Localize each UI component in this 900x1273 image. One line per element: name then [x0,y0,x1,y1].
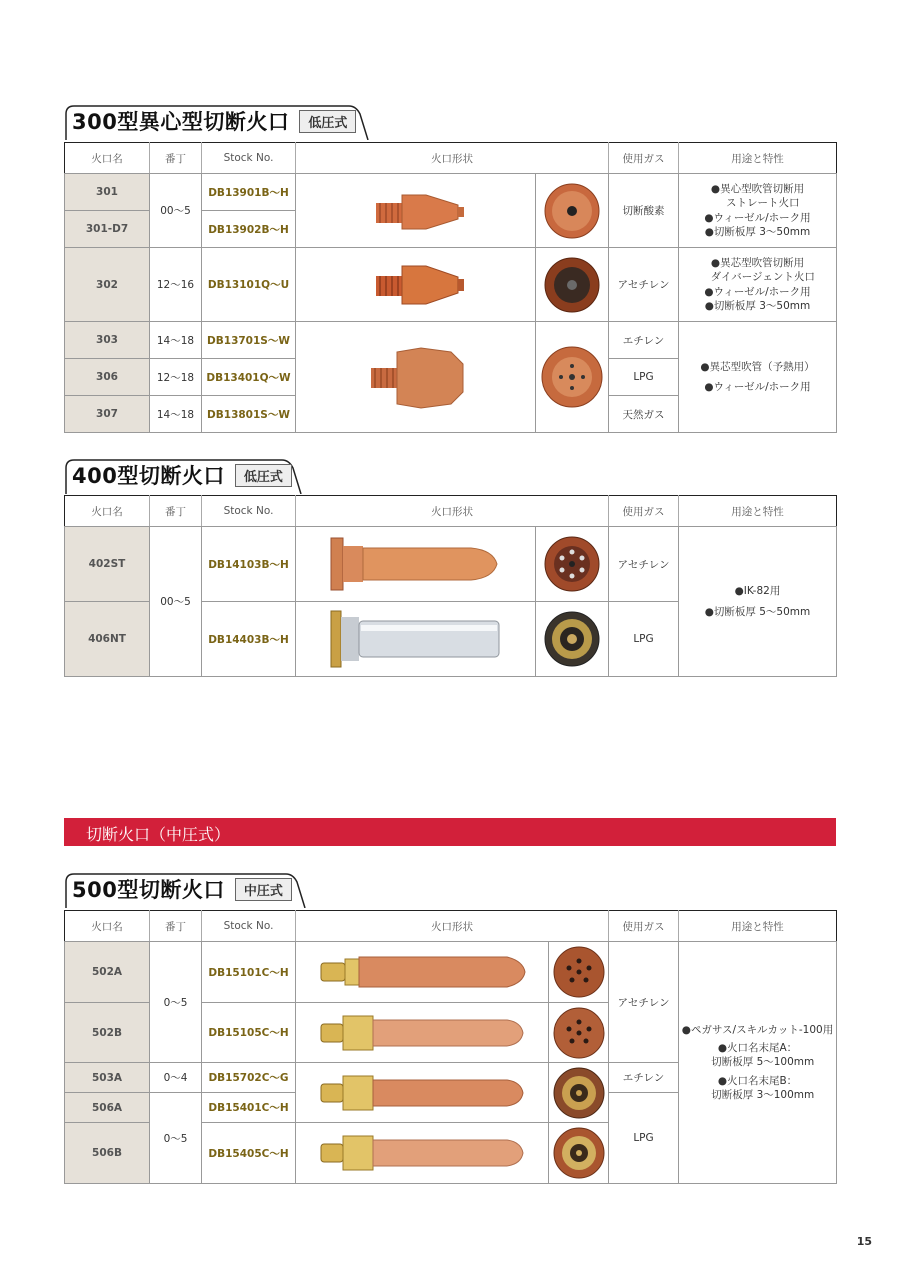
table-row-name: 307 [65,396,150,433]
tip-face-image [536,527,609,602]
tip-side-image [296,1063,549,1123]
tip-side-image [296,602,536,677]
tip-302-image [346,260,486,310]
gas-cell: LPG [609,1093,679,1184]
tip-side-image [296,942,549,1003]
stock-cell: DB13801S〜W [202,396,296,433]
section-300-title [64,104,356,138]
col-num: 番丁 [150,496,202,527]
tip-face-image [536,322,609,433]
col-num: 番丁 [150,143,202,174]
tip-301-face [542,181,602,241]
num-cell: 0〜4 [150,1063,202,1093]
num-cell: 00〜5 [150,527,202,677]
section-400-title [64,458,292,492]
col-gas: 使用ガス [609,143,679,174]
stock-cell: DB15101C〜H [202,942,296,1003]
col-stock: Stock No. [202,143,296,174]
table-row-name: 506B [65,1123,150,1184]
table-row-name: 406NT [65,602,150,677]
tip-side-image [296,322,536,433]
col-num: 番丁 [150,911,202,942]
use-cell [679,174,837,248]
stock-cell: DB14103B〜H [202,527,296,602]
gas-cell: エチレン [609,1063,679,1093]
section-400-heading: 400型切断火口 [72,464,225,488]
use-line: ●IK-82用 [734,585,781,598]
tip-face-image [549,1003,609,1063]
tip-502b-image [307,1008,537,1058]
use-cell [679,322,837,433]
col-name: 火口名 [65,911,150,942]
tip-side-image [296,1003,549,1063]
num-cell: 14〜18 [150,322,202,359]
use-line: ●切断板厚 5〜50mm [704,605,811,618]
num-cell: 0〜5 [150,1093,202,1184]
tip-503a-face [552,1066,606,1120]
col-shape: 火口形状 [296,911,609,942]
num-cell: 00〜5 [150,174,202,248]
use-line: ●ウィーゼル/ホーク用 [704,285,811,298]
page-number: 15 [856,1235,872,1248]
stock-cell: DB13701S〜W [202,322,296,359]
table-row-name: 303 [65,322,150,359]
use-line: ●火口名末尾A： [717,1042,798,1055]
tip-face-image [549,1063,609,1123]
section-300-heading: 300型異心型切断火口 [72,110,290,134]
stock-cell: DB13101Q〜U [202,248,296,322]
tip-502a-image [307,947,537,997]
section-500-badge: 中圧式 [235,878,292,901]
tip-303-image [341,344,491,410]
col-stock: Stock No. [202,496,296,527]
tip-face-image [536,174,609,248]
col-use: 用途と特性 [679,496,837,527]
tip-402st-image [321,534,511,594]
num-cell: 14〜18 [150,396,202,433]
table-row-name: 302 [65,248,150,322]
gas-cell: LPG [609,359,679,396]
tip-side-image [296,527,536,602]
table-row-name: 402ST [65,527,150,602]
stock-cell: DB15105C〜H [202,1003,296,1063]
use-line: 切断板厚 3〜100mm [700,1088,815,1101]
col-gas: 使用ガス [609,496,679,527]
tip-side-image [296,1123,549,1184]
gas-cell: 切断酸素 [609,174,679,248]
gas-cell: LPG [609,602,679,677]
stock-cell: DB15702C〜G [202,1063,296,1093]
col-shape: 火口形状 [296,496,609,527]
gas-cell: アセチレン [609,527,679,602]
stock-cell: DB14403B〜H [202,602,296,677]
tip-face-image [549,1123,609,1184]
table-row-name: 502B [65,1003,150,1063]
use-line: ストレート火口 [715,197,800,210]
col-use: 用途と特性 [679,911,837,942]
table-500 [64,910,837,1184]
table-row-name: 503A [65,1063,150,1093]
tip-side-image [296,248,536,322]
tip-506b-face [552,1126,606,1180]
use-line: ●異芯型吹管切断用 [710,257,805,270]
table-row-name: 306 [65,359,150,396]
use-cell [679,527,837,677]
use-line: ●異心型吹管切断用 [710,183,805,196]
table-300 [64,142,837,433]
gas-cell: アセチレン [609,248,679,322]
use-line: 切断板厚 5〜100mm [700,1056,815,1069]
stock-cell: DB15401C〜H [202,1093,296,1123]
table-400 [64,495,837,677]
tip-402st-face [542,534,602,594]
num-cell: 0〜5 [150,942,202,1063]
stock-cell: DB13901B〜H [202,174,296,211]
tip-face-image [549,942,609,1003]
tip-302-face [542,255,602,315]
stock-cell: DB15405C〜H [202,1123,296,1184]
use-line: ●ペガサス/スキルカット-100用 [681,1024,834,1037]
use-cell [679,942,837,1184]
use-line: ●異芯型吹管（予熱用） [700,360,815,373]
use-line: ●切断板厚 3〜50mm [704,299,811,312]
col-gas: 使用ガス [609,911,679,942]
gas-cell: エチレン [609,322,679,359]
tip-face-image [536,602,609,677]
section-300-badge: 低圧式 [299,110,356,133]
table-row-name: 506A [65,1093,150,1123]
col-name: 火口名 [65,143,150,174]
tip-503a-image [307,1068,537,1118]
tip-406nt-image [321,609,511,669]
gas-cell: アセチレン [609,942,679,1063]
tip-face-image [536,248,609,322]
table-row-name: 502A [65,942,150,1003]
col-stock: Stock No. [202,911,296,942]
stock-cell: DB13902B〜H [202,211,296,248]
section-500-title [64,872,292,906]
section-400-badge: 低圧式 [235,464,292,487]
section-band-label: 切断火口（中圧式） [86,825,231,844]
gas-cell: 天然ガス [609,396,679,433]
col-shape: 火口形状 [296,143,609,174]
tip-side-image [296,174,536,248]
tip-502b-face [552,1006,606,1060]
use-line: ●火口名末尾B： [717,1074,798,1087]
use-line: ダイバージェント火口 [700,271,815,284]
use-line: ●切断板厚 3〜50mm [704,225,811,238]
tip-502a-face [552,945,606,999]
col-name: 火口名 [65,496,150,527]
tip-406nt-face [542,609,602,669]
section-500-heading: 500型切断火口 [72,878,225,902]
tip-303-face [539,344,605,410]
num-cell: 12〜18 [150,359,202,396]
num-cell: 12〜16 [150,248,202,322]
col-use: 用途と特性 [679,143,837,174]
table-row-name: 301-D7 [65,211,150,248]
tip-506b-image [307,1128,537,1178]
use-line: ●ウィーゼル/ホーク用 [704,211,811,224]
section-band [64,818,836,846]
stock-cell: DB13401Q〜W [202,359,296,396]
use-cell [679,248,837,322]
table-row-name: 301 [65,174,150,211]
tip-301-image [346,187,486,235]
use-line: ●ウィーゼル/ホーク用 [704,381,811,393]
